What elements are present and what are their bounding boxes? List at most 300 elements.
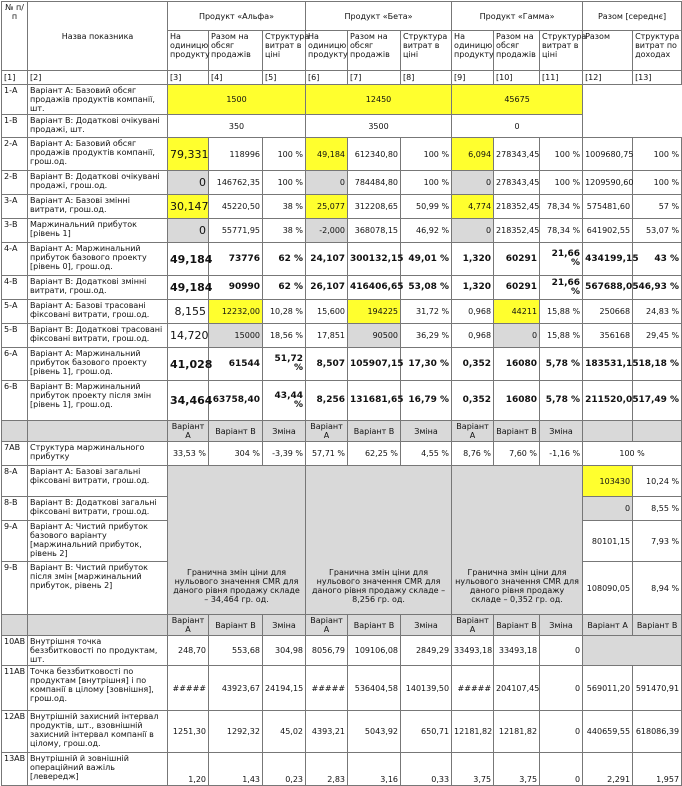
row-name: Варіант В: Додаткові змінні витрати, грош.од. <box>28 276 168 300</box>
cell: 73776 <box>209 243 263 276</box>
subheader: Структура витрат в ціні <box>401 31 452 71</box>
cell: 100 % <box>263 138 306 171</box>
cell: 57 % <box>633 195 682 219</box>
variant-label: Варіант В <box>209 421 263 442</box>
table-row <box>2 138 682 171</box>
cell: 44211 <box>494 300 540 324</box>
row-id: 8-А <box>2 466 28 497</box>
subheader: Разом на обсяг продажів <box>494 31 540 71</box>
blank-cell <box>583 636 682 666</box>
table-row <box>2 442 682 466</box>
cell: 103430 <box>583 466 633 497</box>
variant-label: Варіант В <box>494 421 540 442</box>
cell: 100 % <box>263 171 306 195</box>
cell: 0,968 <box>452 324 494 348</box>
cell: 78,34 % <box>540 195 583 219</box>
variant-label: Варіант В <box>348 615 401 636</box>
cell: 5,78 % <box>540 381 583 421</box>
row-id: 9-В <box>2 562 28 615</box>
cell: 248,70 <box>168 636 209 666</box>
cell: 46,92 % <box>401 219 452 243</box>
table-row <box>2 219 682 243</box>
col-num: [3] <box>168 71 209 85</box>
cell: 90990 <box>209 276 263 300</box>
cell: 24,107 <box>306 243 348 276</box>
cell: 618086,39 <box>633 711 682 753</box>
cell: 62 % <box>263 276 306 300</box>
cell: 0 <box>540 711 583 753</box>
cell: 250668 <box>583 300 633 324</box>
merged-value: 3500 <box>306 115 452 138</box>
cell: ##### <box>168 666 209 711</box>
subheader: Структура витрат по доходах <box>633 31 682 71</box>
variant-label: Варіант В <box>633 615 682 636</box>
subheader: Структура витрат в ціні <box>540 31 583 71</box>
cell: 62,25 % <box>348 442 401 466</box>
row-id: 5-В <box>2 324 28 348</box>
variant-label: Варіант А <box>452 421 494 442</box>
cell: 6,094 <box>452 138 494 171</box>
financial-table <box>1 1 682 786</box>
cell: 312208,65 <box>348 195 401 219</box>
table-row <box>2 85 682 115</box>
table-row <box>2 466 682 497</box>
merged-value: 12450 <box>306 85 452 115</box>
row-id: 2-А <box>2 138 28 171</box>
row-name: Варіант В: Додаткові трасовані фіксовані витрати, грош.од. <box>28 324 168 348</box>
col-num: [10] <box>494 71 540 85</box>
cell: 183531,15 <box>583 348 633 381</box>
variant-label: Варіант А <box>168 421 209 442</box>
cell: 38 % <box>263 195 306 219</box>
cell: 100 % <box>583 442 682 466</box>
row-name: Структура маржинального прибутку <box>28 442 168 466</box>
row-name: Варіант А: Базові загальні фіксовані витрати, грош.од. <box>28 466 168 497</box>
cell: ##### <box>306 666 348 711</box>
row-id: 9-А <box>2 521 28 562</box>
cell: 440659,55 <box>583 711 633 753</box>
cell: 1,43 <box>209 753 263 786</box>
header-product-beta: Продукт «Бета» <box>306 2 452 31</box>
cell: 5043,92 <box>348 711 401 753</box>
cell: 61544 <box>209 348 263 381</box>
merged-value: 0 <box>452 115 583 138</box>
cell: 1,20 <box>168 753 209 786</box>
subheader: На одиницю продукту <box>306 31 348 71</box>
cell: 7,93 % <box>633 521 682 562</box>
col-num: [2] <box>28 71 168 85</box>
col-num: [9] <box>452 71 494 85</box>
cell: 416406,65 <box>348 276 401 300</box>
variant-label: Варіант А <box>452 615 494 636</box>
cell: -2,000 <box>306 219 348 243</box>
cell: 536404,58 <box>348 666 401 711</box>
col-num: [12] <box>583 71 633 85</box>
cell: 0 <box>306 171 348 195</box>
cell: 90500 <box>348 324 401 348</box>
header-num: № п/п <box>2 2 28 71</box>
blank-cell <box>2 615 28 636</box>
header-product-alpha: Продукт «Альфа» <box>168 2 306 31</box>
table-row <box>2 666 682 711</box>
header-total: Разом [середнє] <box>583 2 682 31</box>
variant-label: Зміна <box>401 421 452 442</box>
subheader: Разом на обсяг продажів <box>348 31 401 71</box>
cell: 34,464 <box>168 381 209 421</box>
cell: 8,507 <box>306 348 348 381</box>
variant-label: Зміна <box>263 615 306 636</box>
cell: 78,34 % <box>540 219 583 243</box>
merged-value: 350 <box>168 115 306 138</box>
row-id: 5-А <box>2 300 28 324</box>
cell: 204107,45 <box>494 666 540 711</box>
cell: 24,83 % <box>633 300 682 324</box>
row-id: 11АВ <box>2 666 28 711</box>
cell: 1,957 <box>633 753 682 786</box>
cell: 569011,20 <box>583 666 633 711</box>
cell: 2,83 <box>306 753 348 786</box>
table-row <box>2 195 682 219</box>
subheader: На одиницю продукту <box>168 31 209 71</box>
variant-label: Зміна <box>401 615 452 636</box>
cell: 80101,15 <box>583 521 633 562</box>
row-name: Варіант В: Додаткові очікувані продажі, грош.од. <box>28 171 168 195</box>
cell: 0 <box>583 497 633 521</box>
cell: 49,184 <box>168 276 209 300</box>
row-id: 6-А <box>2 348 28 381</box>
row-name: Точка беззбитковості по продуктам [внутрішня] і по компанії в цілому [зовнішня], грош.од. <box>28 666 168 711</box>
cell: 641902,55 <box>583 219 633 243</box>
cell: -3,39 % <box>263 442 306 466</box>
cell: 29,45 % <box>633 324 682 348</box>
variant-label: Зміна <box>540 615 583 636</box>
cell: 33,53 % <box>168 442 209 466</box>
row-id: 12АВ <box>2 711 28 753</box>
cell: 105907,15 <box>348 348 401 381</box>
cell: 140139,50 <box>401 666 452 711</box>
row-id: 4-В <box>2 276 28 300</box>
cell: 16080 <box>494 348 540 381</box>
cell: 43 % <box>633 243 682 276</box>
cell: 304 % <box>209 442 263 466</box>
variant-label: Зміна <box>540 421 583 442</box>
cell: 434199,15 <box>583 243 633 276</box>
cmr-note: Гранична змін ціни для нульового значення CMR для даного рівня продажу складе – 0,352 гр. од. <box>452 466 583 615</box>
row-id: 1-В <box>2 115 28 138</box>
variant-label: Варіант В <box>348 421 401 442</box>
blank-cell <box>28 421 168 442</box>
header-name: Назва показника <box>28 2 168 71</box>
col-num: [6] <box>306 71 348 85</box>
cell: 0,352 <box>452 348 494 381</box>
cell: 218352,45 <box>494 195 540 219</box>
col-num: [11] <box>540 71 583 85</box>
cell: 575481,60 <box>583 195 633 219</box>
cell: 278343,45 <box>494 138 540 171</box>
col-num: [7] <box>348 71 401 85</box>
cmr-note: Гранична змін ціни для нульового значення CMR для даного рівня продажу складе – 8,256 гр. од. <box>306 466 452 615</box>
cell: 18,18 % <box>633 348 682 381</box>
col-num: [4] <box>209 71 263 85</box>
cell: 3,75 <box>494 753 540 786</box>
subheader: На одиницю продукту <box>452 31 494 71</box>
row-name: Варіант А: Базові трасовані фіксовані витрати, грош.од. <box>28 300 168 324</box>
cell: 0,33 <box>401 753 452 786</box>
row-name: Варіант А: Базовий обсяг продажів продуктів компанії, грош.од. <box>28 138 168 171</box>
cell: 356168 <box>583 324 633 348</box>
cell: 0,968 <box>452 300 494 324</box>
row-id: 8-В <box>2 497 28 521</box>
cell: 50,99 % <box>401 195 452 219</box>
cell: 1209590,60 <box>583 171 633 195</box>
cell: 63758,40 <box>209 381 263 421</box>
cell: 1251,30 <box>168 711 209 753</box>
cell: 2849,29 <box>401 636 452 666</box>
cell: 60291 <box>494 276 540 300</box>
col-num: [5] <box>263 71 306 85</box>
cell: 16,79 % <box>401 381 452 421</box>
row-id: 7АВ <box>2 442 28 466</box>
blank-cell <box>28 615 168 636</box>
cell: 553,68 <box>209 636 263 666</box>
table-row <box>2 636 682 666</box>
cell: 8,94 % <box>633 562 682 615</box>
cell: 0 <box>540 666 583 711</box>
cell: 0 <box>452 219 494 243</box>
variant-label: Варіант А <box>306 615 348 636</box>
cell: 0,23 <box>263 753 306 786</box>
row-id: 2-В <box>2 171 28 195</box>
cell: 62 % <box>263 243 306 276</box>
row-id: 13АВ <box>2 753 28 786</box>
cell: 33493,18 <box>494 636 540 666</box>
table-row <box>2 171 682 195</box>
cell: 8,55 % <box>633 497 682 521</box>
cell: 0 <box>494 324 540 348</box>
col-num: [1] <box>2 71 28 85</box>
cell: 45,02 <box>263 711 306 753</box>
table-row <box>2 276 682 300</box>
cell: 4,55 % <box>401 442 452 466</box>
cell: 25,077 <box>306 195 348 219</box>
row-name: Варіант А: Базовий обсяг продажів продуктів компанії, шт. <box>28 85 168 115</box>
cmr-note: Гранична змін ціни для нульового значення CMR для даного рівня продажу складе – 34,464 гр. од. <box>168 466 306 615</box>
row-name: Маржинальний прибуток [рівень 1] <box>28 219 168 243</box>
row-name: Варіант В: Додаткові очікувані продажі, шт. <box>28 115 168 138</box>
variant-label: Варіант В <box>494 615 540 636</box>
row-name: Варіант В: Додаткові загальні фіксовані витрати, грош.од. <box>28 497 168 521</box>
table-row <box>2 243 682 276</box>
row-id: 3-В <box>2 219 28 243</box>
row-name: Варіант В: Чистий прибуток після змін [маржинальний прибуток, рівень 2] <box>28 562 168 615</box>
cell: 60291 <box>494 243 540 276</box>
cell: 15,88 % <box>540 300 583 324</box>
row-name: Варіант В: Маржинальний прибуток проекту після змін [рівень 1], грош.од. <box>28 381 168 421</box>
cell: 0 <box>452 171 494 195</box>
variant-header-row <box>2 421 682 442</box>
cell: 12232,00 <box>209 300 263 324</box>
cell: 43,44 % <box>263 381 306 421</box>
cell: 300132,15 <box>348 243 401 276</box>
cell: 100 % <box>401 138 452 171</box>
column-number-row <box>2 71 682 85</box>
variant-label: Зміна <box>263 421 306 442</box>
blank-cell <box>583 421 633 442</box>
cell: 0 <box>540 636 583 666</box>
table-row <box>2 115 682 138</box>
table-row <box>2 753 682 786</box>
cell: 45220,50 <box>209 195 263 219</box>
cell: 5,78 % <box>540 348 583 381</box>
cell: 4393,21 <box>306 711 348 753</box>
cell: 15,88 % <box>540 324 583 348</box>
cell: 8,76 % <box>452 442 494 466</box>
cell: 49,184 <box>306 138 348 171</box>
cell: 4,774 <box>452 195 494 219</box>
row-id: 1-А <box>2 85 28 115</box>
col-num: [8] <box>401 71 452 85</box>
blank-cell <box>2 421 28 442</box>
cell: 43923,67 <box>209 666 263 711</box>
col-num: [13] <box>633 71 682 85</box>
cell: 211520,05 <box>583 381 633 421</box>
cell: 36,29 % <box>401 324 452 348</box>
cell: 650,71 <box>401 711 452 753</box>
cell: 57,71 % <box>306 442 348 466</box>
cell: 12181,82 <box>452 711 494 753</box>
cell: 100 % <box>540 138 583 171</box>
cell: 194225 <box>348 300 401 324</box>
cell: 100 % <box>633 171 682 195</box>
cell: 368078,15 <box>348 219 401 243</box>
cell: 118996 <box>209 138 263 171</box>
cell: 0,352 <box>452 381 494 421</box>
cell: 12181,82 <box>494 711 540 753</box>
variant-label: Варіант В <box>209 615 263 636</box>
variant-header-row <box>2 615 682 636</box>
cell: 17,49 % <box>633 381 682 421</box>
row-id: 4-А <box>2 243 28 276</box>
cell: 304,98 <box>263 636 306 666</box>
cell: 49,184 <box>168 243 209 276</box>
row-name: Внутрішній захисний інтервал продуктів, шт., взовнішній захисний інтервал компанії в цілому, грош.од. <box>28 711 168 753</box>
cell: 53,07 % <box>633 219 682 243</box>
cell: 1,320 <box>452 276 494 300</box>
cell: 567688,05 <box>583 276 633 300</box>
cell: 8,155 <box>168 300 209 324</box>
cell: 1292,32 <box>209 711 263 753</box>
cell: 38 % <box>263 219 306 243</box>
cell: 33493,18 <box>452 636 494 666</box>
cell: 131681,65 <box>348 381 401 421</box>
row-name: Варіант А: Чистий прибуток базового варіанту [маржинальний прибуток, рівень 2] <box>28 521 168 562</box>
table-row <box>2 381 682 421</box>
row-id: 3-А <box>2 195 28 219</box>
cell: 218352,45 <box>494 219 540 243</box>
blank-cell <box>583 85 682 138</box>
variant-label: Варіант А <box>306 421 348 442</box>
cell: 100 % <box>401 171 452 195</box>
table-row <box>2 300 682 324</box>
cell: 30,147 <box>168 195 209 219</box>
cell: 7,60 % <box>494 442 540 466</box>
cell: 51,72 % <box>263 348 306 381</box>
cell: 17,851 <box>306 324 348 348</box>
cell: ##### <box>452 666 494 711</box>
cell: 53,08 % <box>401 276 452 300</box>
variant-label: Варіант А <box>583 615 633 636</box>
cell: 10,24 % <box>633 466 682 497</box>
row-name: Варіант А: Базові змінні витрати, грош.од. <box>28 195 168 219</box>
cell: 46,93 % <box>633 276 682 300</box>
cell: 100 % <box>540 171 583 195</box>
cell: 10,28 % <box>263 300 306 324</box>
cell: 0 <box>540 753 583 786</box>
subheader: Разом <box>583 31 633 71</box>
cell: 8056,79 <box>306 636 348 666</box>
cell: 146762,35 <box>209 171 263 195</box>
row-name: Варіант А: Маржинальний прибуток базового проекту [рівень 0], грош.од. <box>28 243 168 276</box>
cell: 1009680,75 <box>583 138 633 171</box>
cell: 100 % <box>633 138 682 171</box>
cell: 79,331 <box>168 138 209 171</box>
cell: 16080 <box>494 381 540 421</box>
variant-label: Варіант А <box>168 615 209 636</box>
row-id: 6-В <box>2 381 28 421</box>
cell: 784484,80 <box>348 171 401 195</box>
cell: 21,66 % <box>540 276 583 300</box>
row-name: Варіант А: Маржинальний прибуток базового проекту [рівень 1], грош.од. <box>28 348 168 381</box>
table-row <box>2 711 682 753</box>
cell: 109106,08 <box>348 636 401 666</box>
cell: 15,600 <box>306 300 348 324</box>
row-id: 10АВ <box>2 636 28 666</box>
table-row <box>2 324 682 348</box>
cell: 0 <box>168 171 209 195</box>
cell: 31,72 % <box>401 300 452 324</box>
row-name: Внутрішній й зовнішній операційний важіль [левередж] <box>28 753 168 786</box>
cell: 1,320 <box>452 243 494 276</box>
cell: 21,66 % <box>540 243 583 276</box>
cell: 278343,45 <box>494 171 540 195</box>
subheader: Структура витрат в ціні <box>263 31 306 71</box>
cell: 108090,05 <box>583 562 633 615</box>
cell: 14,720 <box>168 324 209 348</box>
merged-value: 1500 <box>168 85 306 115</box>
cell: 55771,95 <box>209 219 263 243</box>
cell: 8,256 <box>306 381 348 421</box>
cell: 15000 <box>209 324 263 348</box>
header-product-gamma: Продукт «Гамма» <box>452 2 583 31</box>
cell: 612340,80 <box>348 138 401 171</box>
cell: 41,028 <box>168 348 209 381</box>
cell: 2,291 <box>583 753 633 786</box>
cell: 0 <box>168 219 209 243</box>
cell: 3,75 <box>452 753 494 786</box>
subheader: Разом на обсяг продажів <box>209 31 263 71</box>
cell: 3,16 <box>348 753 401 786</box>
cell: 24194,15 <box>263 666 306 711</box>
cell: 26,107 <box>306 276 348 300</box>
blank-cell <box>633 421 682 442</box>
cell: 17,30 % <box>401 348 452 381</box>
table-row <box>2 348 682 381</box>
cell: -1,16 % <box>540 442 583 466</box>
merged-value: 45675 <box>452 85 583 115</box>
row-name: Внутрішня точка беззбитковості по продуктам, шт. <box>28 636 168 666</box>
cell: 49,01 % <box>401 243 452 276</box>
cell: 18,56 % <box>263 324 306 348</box>
